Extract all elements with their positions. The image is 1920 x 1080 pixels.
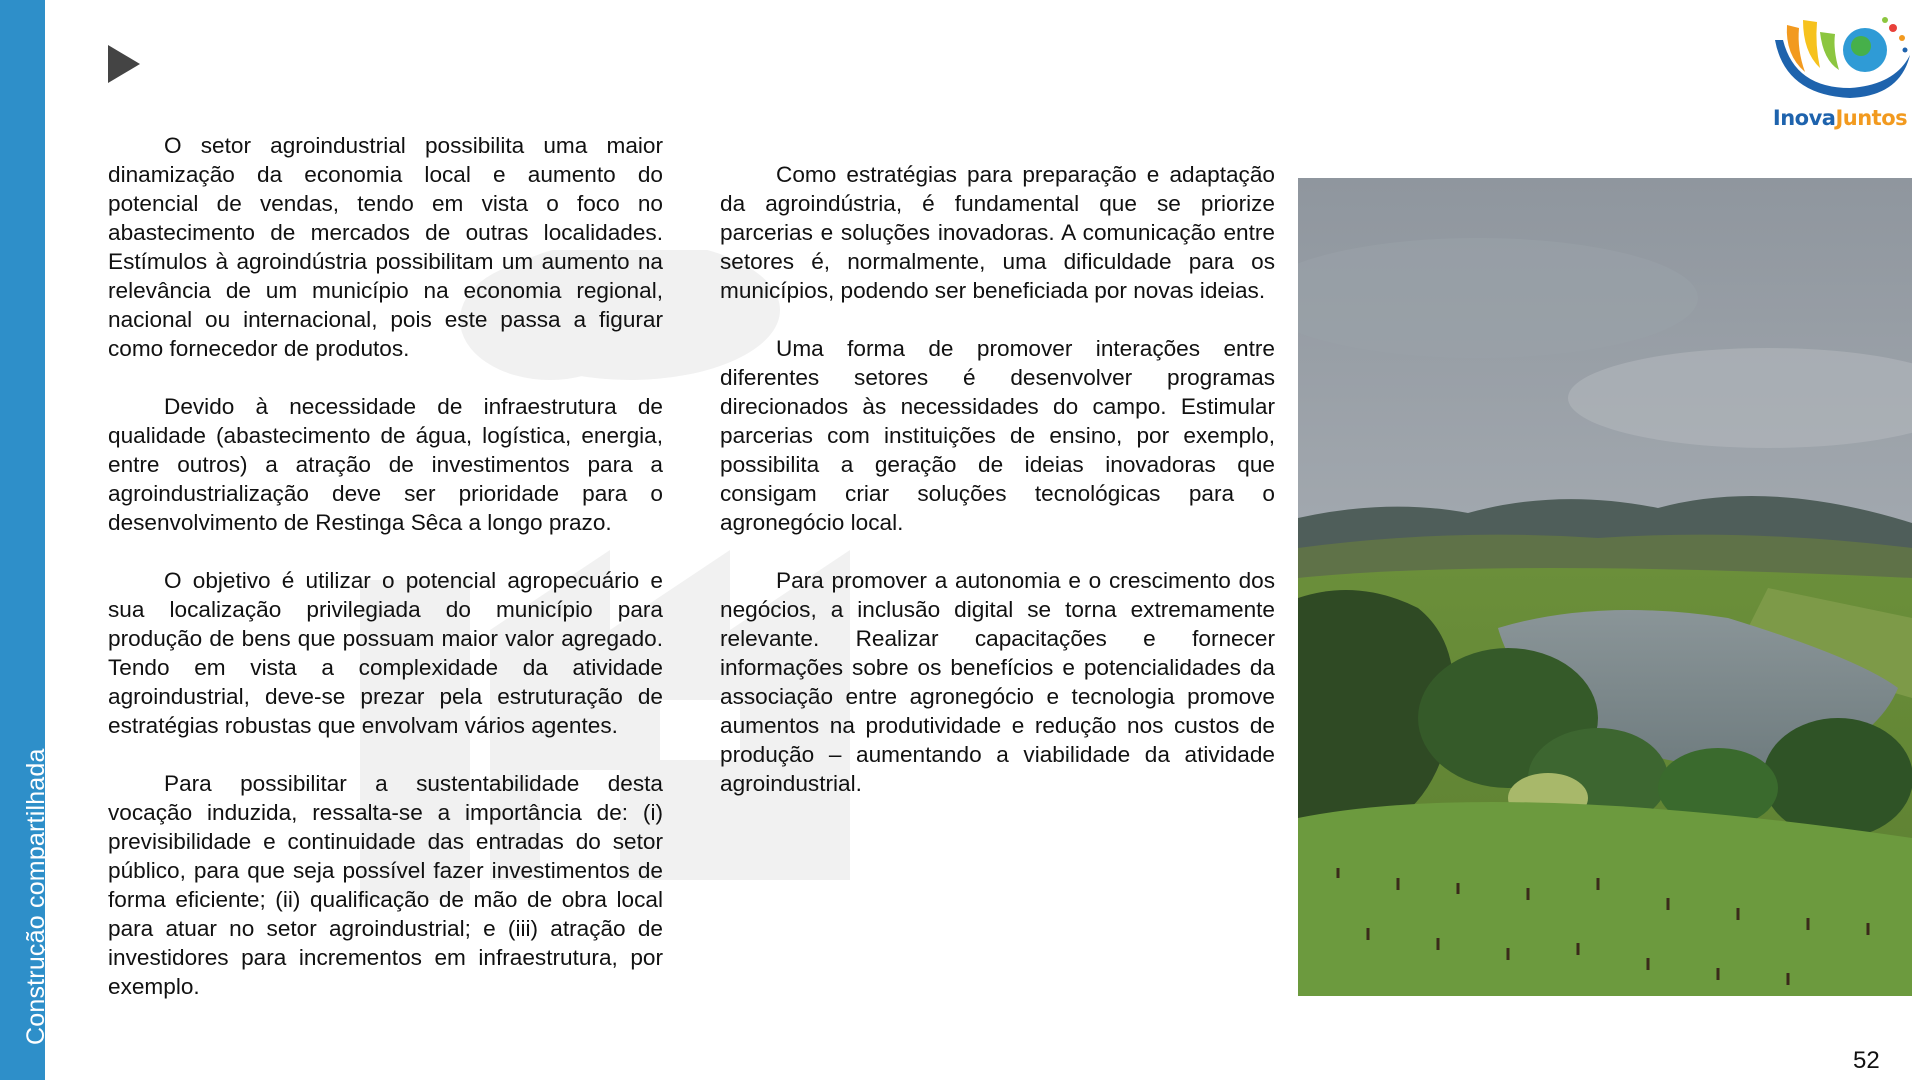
left-text-column — [108, 131, 663, 1001]
section-marker-icon — [108, 45, 140, 83]
left-paragraph-4: Para possibilitar a sustentabilidade desta vocação induzida, ressalta-se a importância de: (i) previsibilidade e continuidade das entradas do setor público, para que seja possível fazer investimentos de forma eficiente; (ii) qualificação de mão de obra local para atuar no setor agroindustrial; e (iii) atração de investidores para incrementos em infraestrutura, por exemplo. — [108, 771, 663, 999]
right-paragraph-2: Uma forma de promover interações entre diferentes setores é desenvolver programas direcionados às necessidades do campo. Estimular parcerias com instituições de ensino, por exemplo, possibilita a geração de ideias inovadoras que consigam criar soluções tecnológicas para o agronegócio local. — [720, 336, 1275, 535]
page-number: 52 — [1853, 1047, 1880, 1074]
logo-wordmark: InovaJuntos — [1772, 106, 1908, 130]
right-paragraph-3: Para promover a autonomia e o crescimento dos negócios, a inclusão digital se torna extremamente relevante. Realizar capacitações e fornecer informações sobre os benefícios e potencialidades da associação entre agronegócio e tecnologia promove aumentos na produtividade e redução nos custos de produção – aumentando a viabilidade da atividade agroindustrial. — [720, 568, 1275, 796]
right-text-column — [720, 160, 1275, 798]
inovajuntos-logo — [1765, 10, 1915, 135]
sidebar-section-label: Construção compartilhada — [22, 748, 50, 1045]
left-paragraph-2: Devido à necessidade de infraestrutura de qualidade (abastecimento de água, logística, energia, entre outros) a atração de investimentos para a agroindustrialização deve ser prioridade para o desenvolvimento de Restinga Sêca a longo prazo. — [108, 394, 663, 535]
left-paragraph-1: O setor agroindustrial possibilita uma maior dinamização da economia local e aumento do potencial de vendas, tendo em vista o foco no abastecimento de mercados de outras localidades. Estímulos à agroindústria possibilitam um aumento na relevância de um município na economia regional, nacional ou internacional, pois este passa a figurar como fornecedor de produtos. — [108, 133, 663, 361]
right-paragraph-1: Como estratégias para preparação e adaptação da agroindústria, é fundamental que se priorize parcerias e soluções inovadoras. A comunicação entre setores é, normalmente, uma dificuldade para os municípios, podendo ser beneficiada por novas ideias. — [720, 162, 1275, 303]
left-paragraph-3: O objetivo é utilizar o potencial agropecuário e sua localização privilegiada do município para produção de bens que possuam maior valor agregado. Tendo em vista a complexidade da atividade agroindustrial, deve-se prezar pela estruturação de estratégias robustas que envolvam vários agentes. — [108, 568, 663, 738]
sidebar-band — [0, 0, 50, 1080]
landscape-photo — [1298, 178, 1912, 996]
